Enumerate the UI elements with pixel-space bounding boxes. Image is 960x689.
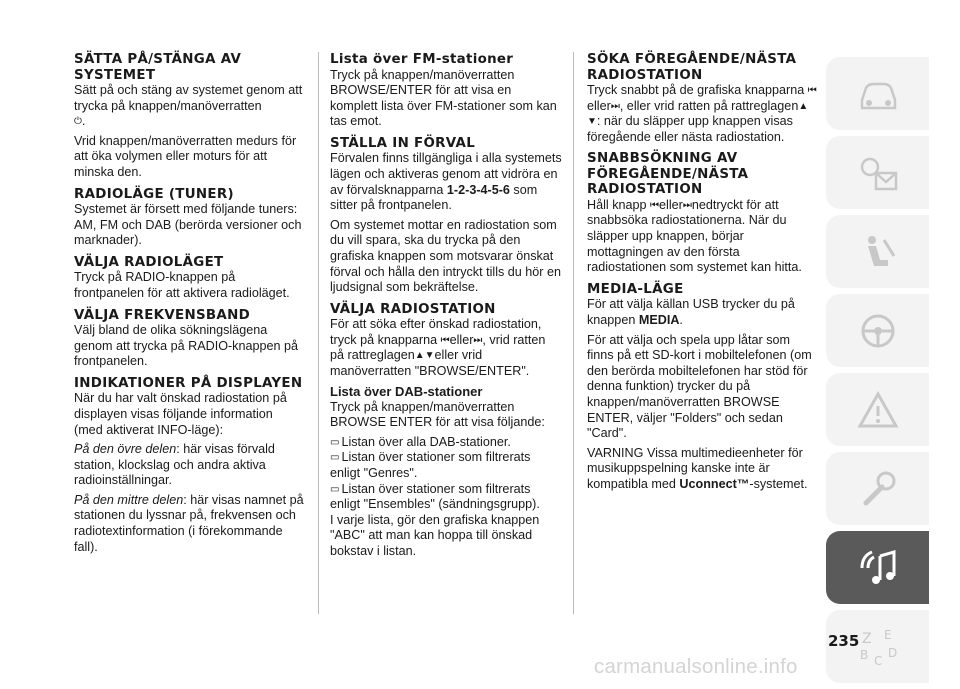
heading-media-mode: MEDIA-LÄGE — [587, 281, 684, 297]
column-1 — [74, 52, 304, 559]
heading-dab-list: Lista över DAB-stationer — [330, 383, 483, 399]
heading-search-station: SÖKA FÖREGÅENDE/NÄSTA RADIOSTATION — [587, 52, 797, 83]
list-item: ▭ Listan över alla DAB-stationer. — [330, 434, 511, 449]
paragraph: Håll knapp ⏮eller⏭nedtryckt för att snabbsöka radiostationerna. När du släpper upp knappen, börjar mottagningen av den första radiostationen som systemet kan hitta. — [587, 197, 802, 275]
paragraph: VARNING Vissa multimedieenheter för musikuppspelning kanske inte är kompatibla med Uconnect™-systemet. — [587, 445, 808, 491]
arrow-up-icon: ▲ — [798, 100, 809, 112]
svg-text:C: C — [873, 653, 882, 668]
paragraph: För att söka efter önskad radiostation, tryck på knapparna ⏮eller⏭, vrid ratten på rattreglagen▲▼eller vrid manöverratten "BROWSE/ENTER". — [330, 317, 546, 378]
airbag-icon — [826, 215, 929, 288]
heading-select-radio-mode: VÄLJA RADIOLÄGET — [74, 254, 224, 270]
paragraph: Tryck snabbt på de grafiska knapparna ⏮eller⏭, eller vrid ratten på rattreglagen▲▼: när du släpper upp knappen visas föregående eller nästa radiostation. — [587, 83, 817, 144]
heading-display: INDIKATIONER PÅ DISPLAYEN — [74, 375, 303, 391]
chapter-tabs — [826, 57, 929, 689]
steering-wheel-icon — [826, 294, 929, 367]
heading-toggle-system: SÄTTA PÅ/STÄNGA AV SYSTEMET — [74, 52, 242, 83]
list-item: ▭ Listan över stationer som filtrerats enligt "Ensembles" (sändningsgrupp). — [330, 481, 540, 512]
multimedia-icon — [826, 531, 929, 604]
heading-select-band: VÄLJA FREKVENSBAND — [74, 307, 250, 323]
heading-select-station: VÄLJA RADIOSTATION — [330, 301, 496, 317]
paragraph: På den mittre delen: här visas namnet på stationen du lyssnar på, frekvensen och radiotextinformation (i förekommande fall). — [74, 492, 304, 554]
previous-track-icon: ⏮ — [440, 334, 450, 346]
warning-light-icon — [826, 136, 929, 209]
arrow-down-icon: ▼ — [587, 116, 597, 128]
paragraph: Tryck på RADIO-knappen på frontpanelen för att aktivera radioläget. — [74, 270, 290, 300]
paragraph: Vrid knappen/manöverratten medurs för att öka volymen eller moturs för att minska den. — [74, 133, 297, 179]
paragraph: Sätt på och stäng av systemet genom att trycka på knappen/manöverratten ⏻. — [74, 83, 303, 129]
paragraph: Tryck på knappen/manöverratten BROWSE/ENTER för att visa en komplett lista över FM-stationer som kan tas emot. — [330, 67, 557, 129]
paragraph: Tryck på knappen/manöverratten BROWSE ENTER för att visa följande: — [330, 399, 545, 430]
paragraph: Systemet är försett med följande tuners: AM, FM och DAB (berörda versioner och marknader). — [74, 202, 302, 248]
list-bullet-icon: ▭ — [330, 436, 340, 448]
previous-track-icon: ⏮ — [807, 85, 817, 96]
watermark: carmanualsonline.info — [594, 655, 798, 678]
svg-text:B: B — [859, 647, 868, 662]
heading-fm-list: Lista över FM-stationer — [330, 52, 514, 67]
next-track-icon: ⏭ — [682, 199, 692, 211]
paragraph: När du har valt önskad radiostation på displayen visas följande information (med aktiverat INFO-läge): — [74, 391, 287, 437]
paragraph: Välj bland de olika sökningslägena genom att trycka på RADIO-knappen på frontpanelen. — [74, 323, 299, 369]
next-track-icon: ⏭ — [473, 334, 483, 346]
page-number: 235 — [828, 632, 860, 650]
column-divider — [318, 52, 319, 614]
column-2 — [330, 52, 562, 564]
wrench-icon — [826, 452, 929, 525]
column-divider — [573, 52, 574, 614]
list-item: ▭ Listan över stationer som filtrerats enligt "Genres". — [330, 450, 531, 480]
heading-radio-mode: RADIOLÄGE (TUNER) — [74, 186, 234, 202]
car-icon — [826, 57, 929, 130]
heading-presets: STÄLLA IN FÖRVAL — [330, 135, 476, 151]
previous-track-icon: ⏮ — [650, 199, 660, 211]
paragraph: För att välja och spela upp låtar som finns på ett SD-kort i mobiltelefonen (om den berörda mobiltelefonen har stöd för denna funktion) trycker du på knappen/manöverratten BROWSE ENTER, väljer "Folders" och sedan "Card". — [587, 332, 812, 441]
svg-text:D: D — [887, 645, 897, 660]
svg-text:E: E — [883, 627, 892, 642]
paragraph: Förvalen finns tillgängliga i alla systemets lägen och aktiveras genom att vidröra en av förvalsknapparna 1-2-3-4-5-6 som sitter på frontpanelen. — [330, 151, 562, 213]
arrow-down-icon: ▼ — [424, 350, 435, 362]
paragraph: För att välja källan USB trycker du på knappen MEDIA. — [587, 297, 795, 327]
paragraph: På den övre delen: här visas förvald station, klockslag och andra aktiva radioinställningar. — [74, 442, 275, 488]
roadside-warning-icon — [826, 373, 929, 446]
paragraph: Om systemet mottar en radiostation som du vill spara, ska du trycka på den grafiska knappen som motsvarar önskat förval och hålla den intryckt tills du hör en ljudsignal som bekräftelse. — [330, 217, 562, 295]
list-bullet-icon: ▭ — [330, 452, 340, 464]
next-track-icon: ⏭ — [610, 100, 620, 112]
column-3 — [587, 52, 817, 496]
arrow-up-icon: ▲ — [414, 350, 425, 362]
paragraph: I varje lista, gör den grafiska knappen "ABC" att man kan hoppa till önskad bokstav i listan. — [330, 512, 540, 558]
svg-text:Z: Z — [861, 630, 872, 647]
list-bullet-icon: ▭ — [330, 483, 340, 495]
heading-fast-search: SNABBSÖKNING AV FÖREGÅENDE/NÄSTA RADIOSTATION — [587, 151, 749, 198]
power-icon: ⏻ — [74, 116, 82, 128]
